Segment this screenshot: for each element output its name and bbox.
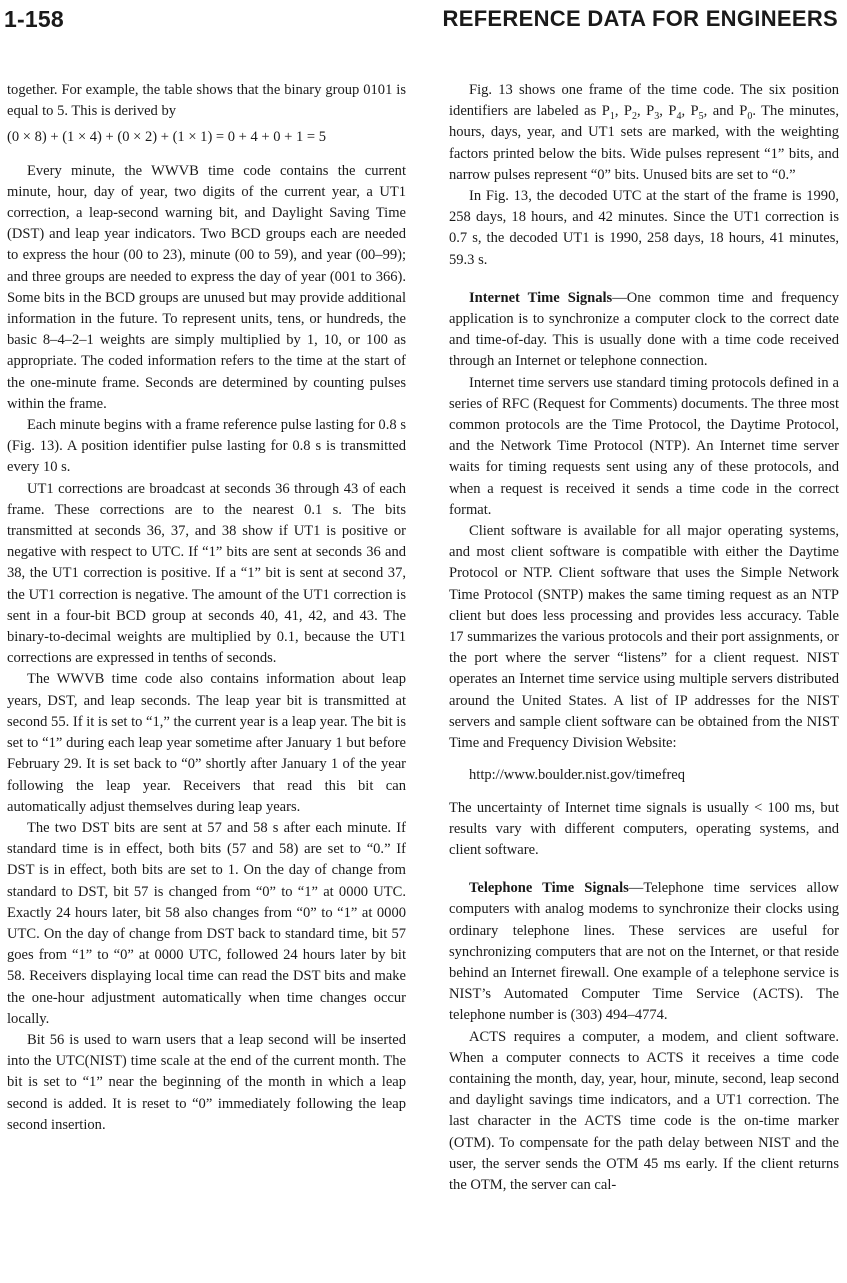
paragraph: Bit 56 is used to warn users that a leap second will be inserted into the UTC(NIST) time scale at the end of the current month. The bit is set to “1” near the beginning of the month in which a leap second is added. It is reset to “0” immediately following the leap second insertion. xyxy=(7,1031,406,1133)
section-heading: Telephone Time Signals xyxy=(469,880,629,897)
paragraph: The uncertainty of Internet time signals is usually < 100 ms, but results vary with different computers, operating systems, and client software. xyxy=(449,799,839,858)
section-heading: Internet Time Signals xyxy=(469,289,613,306)
right-column xyxy=(449,80,839,1196)
paragraph: ACTS requires a computer, a modem, and client software. When a computer connects to ACTS it receives a time code containing the month, day, year, hour, minute, second, leap second and daylight savings time indicators, and a UT1 correction. The last character in the ACTS time code is the on-time marker (OTM). To compensate for the path delay between NIST and the user, the server sends the OTM 45 ms early. If the client returns the OTM, the server can cal- xyxy=(449,1028,839,1193)
page-number: 1-158 xyxy=(4,6,64,32)
paragraph: Each minute begins with a frame reference pulse lasting for 0.8 s (Fig. 13). A position identifier pulse lasting for 0.8 s is transmitted every 10 s. xyxy=(7,417,406,476)
paragraph: The two DST bits are sent at 57 and 58 s after each minute. If standard time is in effect, both bits (57 and 58) are set to “0.” If DST is in effect, both bits are set to 1. On the day of change from standard to DST, bit 57 is changed from “0” to “1” at 0000 UTC. Exactly 24 hours later, bit 58 also changes from “0” to “1” at 0000 UTC. On the day of change from DST back to standard time, bit 57 goes from “1” to “0” at 0000 UTC, followed 24 hours later by bit 58. Receivers displaying local time can read the DST bits and make the one-hour adjustment automatically when time changes occur locally. xyxy=(7,819,406,1027)
equation: (0 × 8) + (1 × 4) + (0 × 2) + (1 × 1) = 0 + 4 + 0 + 1 = 5 xyxy=(7,129,327,146)
paragraph: In Fig. 13, the decoded UTC at the start of the frame is 1990, 258 days, 18 hours, and 42 minutes. Since the UT1 correction is 0.7 s, the decoded UT1 is 1990, 258 days, 18 hours, 41 minutes, 59.3 s. xyxy=(449,188,839,268)
paragraph: Telephone Time Signals—Telephone time services allow computers with analog modems to synchronize their clocks using ordinary telephone lines. These services are useful for synchronizing computers that are not on the Internet, or that reside behind an Internet firewall. One example of a telephone service is NIST’s Automated Computer Time Service (ACTS). The telephone number is (303) 494–4774. xyxy=(449,880,839,1024)
paragraph: Every minute, the WWVB time code contains the current minute, hour, day of year, two digits of the current year, a UT1 correction, a leap-second warning bit, and Daylight Saving Time (DST) and leap year indicators. Two BCD groups each are needed to express the hour (00 to 23), minute (00 to 59), and year (00–99); and three groups are needed to express the day of year (001 to 366). Some bits in the BCD groups are unused but may provide additional information in the future. To represent units, tens, or hundreds, the basic 8–4–2–1 weights are simply multiplied by 1, 10, or 100 as appropriate. The coded information refers to the time at the start of the one-minute frame. Seconds are determined by counting pulses within the frame. xyxy=(7,162,406,412)
running-head: REFERENCE DATA FOR ENGINEERS xyxy=(442,6,838,31)
paragraph: The WWVB time code also contains information about leap years, DST, and leap seconds. The leap year bit is transmitted at second 55. If it is set to “1,” the current year is a leap year. The bit is set to “1” during each leap year sometime after January 1 but before February 29. It is set back to “0” shortly after January 1 of the year following the leap year. Receivers that read this bit can automatically adjust themselves during leap years. xyxy=(7,671,406,815)
paragraph: Internet time servers use standard timing protocols defined in a series of RFC (Request for Comments) documents. The three most common protocols are the Time Protocol, the Daytime Protocol, and the Network Time Protocol (NTP). An Internet time server waits for timing requests sent using any of these protocols, and when a request is received it sends a time code in the correct format. xyxy=(449,374,839,518)
paragraph: together. For example, the table shows that the binary group 0101 is equal to 5. This is derived by xyxy=(7,82,406,120)
paragraph: Client software is available for all major operating systems, and most client software is compatible with either the Daytime Protocol or NTP. Client software that uses the Simple Network Time Protocol (SNTP) makes the same timing request as an NTP client but does less processing and provides less accuracy. Table 17 summarizes the various protocols and their port assignments, or the port where the server “listens” for a client request. NIST operates an Internet time service using multiple servers distributed around the United States. A list of IP addresses for the NIST servers and sample client software can be obtained from the NIST Time and Frequency Division Website: xyxy=(449,523,839,752)
website-url: http://www.boulder.nist.gov/timefreq xyxy=(469,767,686,784)
paragraph: UT1 corrections are broadcast at seconds 36 through 43 of each frame. These corrections are to the nearest 0.1 s. The bits transmitted at seconds 36, 37, and 38 show if UT1 is positive or negative with respect to UTC. If “1” bits are sent at seconds 36 and 38, the UT1 correction is positive. If a “1” bit is sent at second 37, the UT1 correction is negative. The amount of the UT1 correction is sent in a four-bit BCD group at seconds 40, 41, 42, and 43. The binary-to-decimal weights are multiplied by 0.1, because the UT1 corrections are expressed in tenths of seconds. xyxy=(7,480,406,667)
paragraph: Fig. 13 shows one frame of the time code. The six position identifiers are labeled as $P_1$, $P_2$, $P_3$, $P_4$, $P_5$, and $P_0$. The minutes, hours, days, year, and UT1 sets are marked, with the weighting factors printed below the bits. Wide pulses represent “1” bits, and narrow pulses represent “0” bits. Unused bits are set to “0.” xyxy=(449,82,839,183)
page-header xyxy=(0,0,847,40)
left-column xyxy=(7,80,406,1136)
paragraph: Internet Time Signals—One common time and frequency application is to synchronize a computer clock to the correct date and time-of-day. This is usually done with a time code received through an Internet or telephone connection. xyxy=(449,289,839,370)
